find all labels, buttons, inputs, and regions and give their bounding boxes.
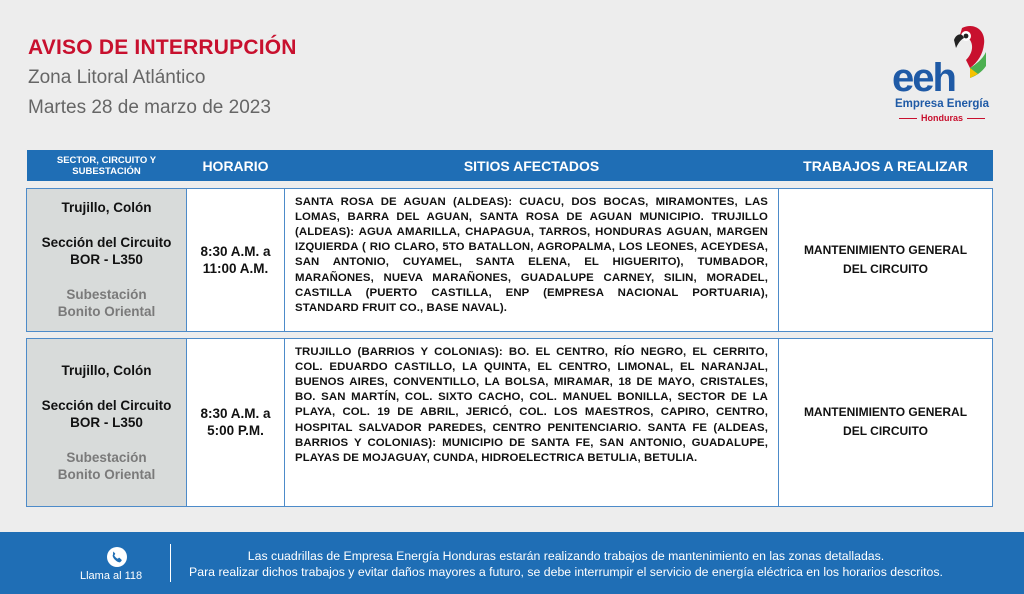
- footer-line-1: Las cuadrillas de Empresa Energía Honduras estarán realizando trabajos de mantenimiento en las zonas detalladas.: [247, 549, 885, 563]
- time-start: 8:30 A.M. a: [200, 406, 271, 421]
- time-end: 11:00 A.M.: [202, 260, 269, 276]
- interruption-table: [26, 150, 993, 507]
- zone-label: Zona Litoral Atlántico: [28, 67, 206, 88]
- sector-cell: [27, 188, 187, 331]
- work-line-2: DEL CIRCUITO: [843, 424, 928, 438]
- header-sitios: SITIOS AFECTADOS: [285, 150, 779, 181]
- spacer-row: [27, 181, 993, 188]
- hours-cell: [187, 338, 285, 506]
- logo-country: Honduras: [890, 113, 994, 123]
- logo-brand: Empresa Energía: [895, 98, 989, 110]
- substation-label: Subestación: [66, 449, 147, 465]
- phone-label: Llama al 118: [80, 570, 143, 582]
- substation-name: Bonito Oriental: [57, 304, 156, 319]
- footer-banner: [0, 532, 1024, 594]
- works-cell: [779, 338, 993, 506]
- logo-letters: eeh: [892, 56, 955, 100]
- work-line-1: MANTENIMIENTO GENERAL: [803, 242, 968, 257]
- time-end: 5:00 P.M.: [207, 423, 264, 438]
- page-title: AVISO DE INTERRUPCIÓN: [28, 36, 297, 59]
- footer-divider: [170, 544, 171, 582]
- date-label: Martes 28 de marzo de 2023: [28, 97, 271, 118]
- table-row: [27, 338, 993, 506]
- work-line-1: MANTENIMIENTO GENERAL: [803, 405, 968, 419]
- header: [28, 36, 297, 120]
- sector-cell: [27, 338, 187, 506]
- eeh-logo: [892, 26, 990, 123]
- table-row: [27, 188, 993, 331]
- substation-label: Subestación: [66, 287, 147, 302]
- footer-message: [176, 548, 956, 580]
- hours-cell: [187, 188, 285, 331]
- spacer-row: [27, 331, 993, 338]
- substation-name: Bonito Oriental: [57, 466, 156, 482]
- header-horario: HORARIO: [187, 150, 285, 181]
- time-start: 8:30 A.M. a: [200, 243, 271, 259]
- work-line-2: DEL CIRCUITO: [843, 261, 928, 276]
- header-trabajos: TRABAJOS A REALIZAR: [779, 150, 993, 181]
- works-cell: [779, 188, 993, 331]
- footer-line-2: Para realizar dichos trabajos y evitar daños mayores a futuro, se debe interrumpir el servicio de energía eléctrica en los horarios descritos.: [189, 565, 943, 579]
- location-text: Trujillo, Colón: [61, 200, 152, 215]
- header-sector: SECTOR, CIRCUITO Y SUBESTACIÓN: [27, 150, 187, 181]
- phone-icon: [107, 547, 127, 567]
- interruption-table-container: [26, 150, 992, 507]
- circuit-label: Sección del Circuito: [41, 397, 172, 413]
- circuit-code: BOR - L350: [70, 414, 143, 430]
- phone-call-button[interactable]: [107, 547, 127, 567]
- circuit-label: Sección del Circuito: [41, 235, 172, 250]
- sites-cell: TRUJILLO (BARRIOS Y COLONIAS): BO. EL CENTRO, RÍO NEGRO, EL CERRITO, COL. EDUARDO CASTILLO, LA QUINTA, EL CENTRO, LIMONAL, EL NARANJAL, BUENOS AIRES, CONVENTILLO, LA BOLSA, MIRAMAR, 18 DE MAYO, CRISTALES, BO. SAN MARTÍN, COL. SIXTO CACHO, COL. MANUEL BONILLA, SECTOR DE LA PLAYA, COL. 19 DE ABRIL, JERICÓ, COL. LOS MAESTROS, CAPIRO, CENTRO, HOSPITAL SALVADOR PAREDES, CENTRO PENITENCIARIO. SANTA FE (ALDEAS, BARRIOS Y COLONIAS): MUNICIPIO DE SANTA FE, SAN ANTONIO, GUADALUPE, PLAYAS DE MOJAGUAY, CUNDA, HIDROELECTRICA BETULIA, BETULIA.: [285, 338, 779, 506]
- location-text: Trujillo, Colón: [61, 362, 152, 378]
- table-header-row: [27, 150, 993, 181]
- circuit-code: BOR - L350: [70, 252, 143, 267]
- sites-cell: SANTA ROSA DE AGUAN (ALDEAS): CUACU, DOS BOCAS, MIRAMONTES, LAS LOMAS, BARRA DEL AGUAN, SANTA ROSA DE AGUAN MUNICIPIO. TRUJILLO (ALDEAS): AGUA AMARILLA, CHAPAGUA, TARROS, HONDURAS AGUAN, MARGEN IZQUIERDA ( RIO CLARO, 5TO BATALLON, AGROPALMA, LOS LEONES, ACEYDESA, SAN ANTONIO, CUYAMEL, SANTA ELENA, EL HIGUERITO), TUMBADOR, MARAÑONES, NUEVA MARAÑONES, GUADALUPE CARNEY, SILIN, MORADEL, CASTILLA (PUERTO CASTILLA, ENP (EMPRESA NACIONAL PORTUARIA), STANDARD FRUIT CO., BASE NAVAL).: [285, 188, 779, 331]
